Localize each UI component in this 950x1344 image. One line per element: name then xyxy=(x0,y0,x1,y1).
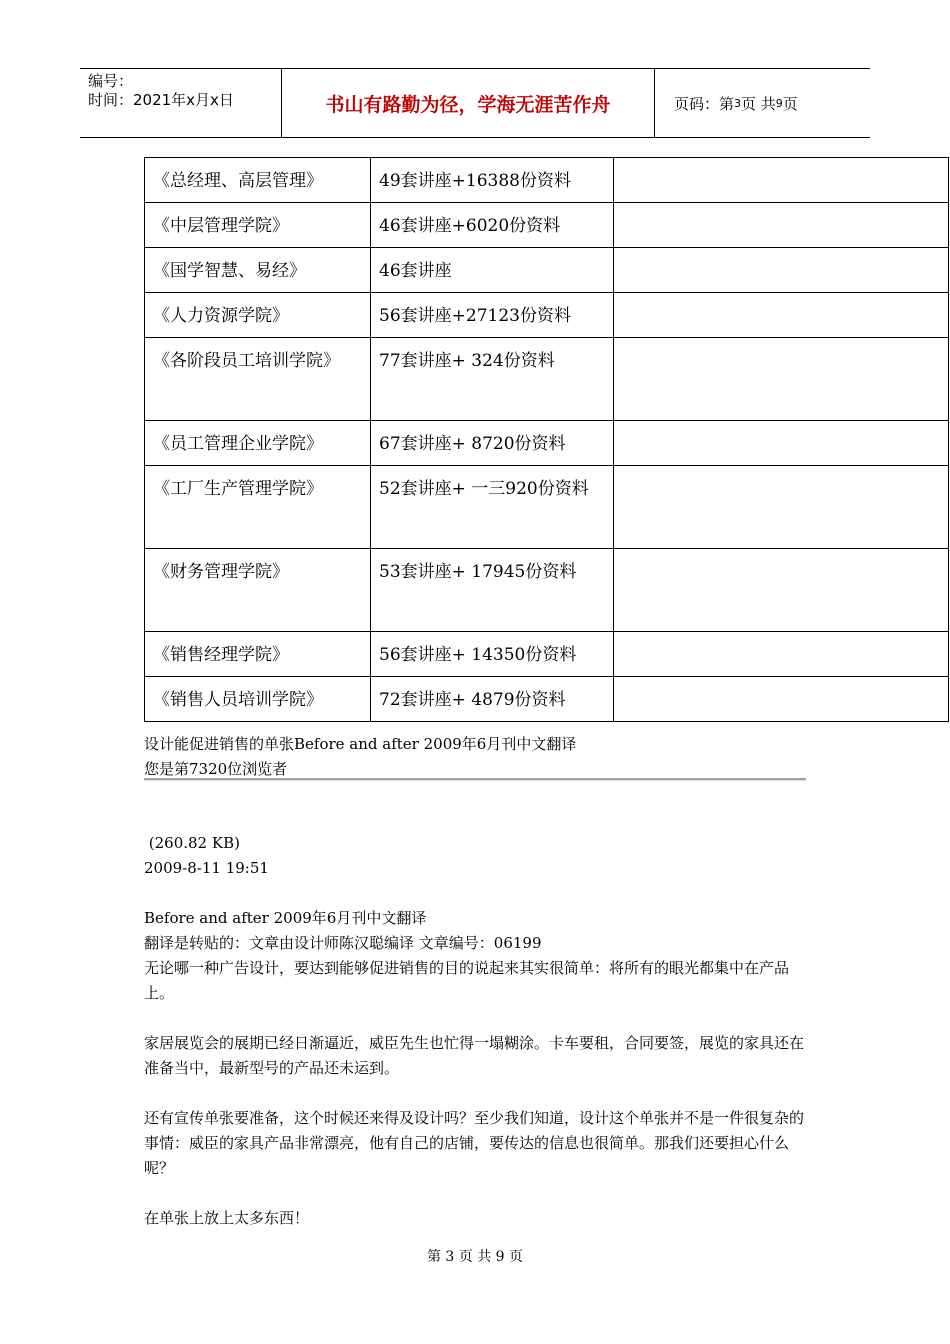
paragraph-2: 家居展览会的展期已经日渐逼近，威臣先生也忙得一塌糊涂。卡车要租，合同要签，展览的家具还在准备当中，最新型号的产品还未运到。 xyxy=(144,1034,805,1077)
course-name-cell: 《销售经理学院》 xyxy=(145,632,371,677)
table-row xyxy=(145,338,949,421)
table-row xyxy=(145,293,949,338)
table-row xyxy=(145,248,949,293)
course-name-cell: 《各阶段员工培训学院》 xyxy=(145,338,371,421)
article-title: 设计能促进销售的单张Before and after 2009年6月刊中文翻译 xyxy=(144,735,577,753)
course-table-body xyxy=(145,158,949,722)
table-row xyxy=(145,421,949,466)
course-note-cell xyxy=(614,203,949,248)
paragraph-1: 无论哪一种广告设计，要达到能够促进销售的目的说起来其实很简单：将所有的眼光都集中在产品上。 xyxy=(144,959,790,1002)
page-number: 3 xyxy=(734,96,742,110)
course-name-cell: 《财务管理学院》 xyxy=(145,549,371,632)
course-name-cell: 《国学智慧、易经》 xyxy=(145,248,371,293)
table-row xyxy=(145,466,949,549)
course-name-cell: 《员工管理企业学院》 xyxy=(145,421,371,466)
course-note-cell xyxy=(614,677,949,722)
article-credit: 翻译是转贴的：文章由设计师陈汉聪编译 文章编号：06199 xyxy=(144,934,542,952)
paragraph-3: 还有宣传单张要准备，这个时候还来得及设计吗？至少我们知道，设计这个单张并不是一件很复杂的事情：威臣的家具产品非常漂亮，他有自己的店铺，要传达的信息也很简单。那我们还要担心什么呢？ xyxy=(144,1109,805,1177)
course-note-cell xyxy=(614,248,949,293)
course-name-cell: 《中层管理学院》 xyxy=(145,203,371,248)
header-page-info xyxy=(664,69,870,137)
course-content-cell: 49套讲座+16388份资料 xyxy=(371,158,614,203)
course-content-cell: 46套讲座+6020份资料 xyxy=(371,203,614,248)
course-note-cell xyxy=(614,338,949,421)
course-name-cell: 《工厂生产管理学院》 xyxy=(145,466,371,549)
header-meta xyxy=(80,69,280,137)
visitor-count: 您是第7320位浏览者 xyxy=(144,760,288,778)
course-name-cell: 《人力资源学院》 xyxy=(145,293,371,338)
serial-label: 编号： xyxy=(88,72,134,90)
course-note-cell xyxy=(614,549,949,632)
page-prefix: 页码：第 xyxy=(674,94,735,113)
course-content-cell: 52套讲座+ 一三920份资料 xyxy=(371,466,614,549)
table-row xyxy=(145,632,949,677)
course-content-cell: 46套讲座 xyxy=(371,248,614,293)
course-table xyxy=(144,157,949,722)
page-mid: 页 共 xyxy=(741,94,776,113)
course-name-cell: 《销售人员培训学院》 xyxy=(145,677,371,722)
header-motto: 书山有路勤为径，学海无涯苦作舟 xyxy=(281,69,655,137)
page-footer: 第 3 页 共 9 页 xyxy=(426,1249,524,1265)
course-name-cell: 《总经理、高层管理》 xyxy=(145,158,371,203)
page-suffix: 页 xyxy=(782,94,798,113)
course-content-cell: 72套讲座+ 4879份资料 xyxy=(371,677,614,722)
file-size: (260.82 KB) xyxy=(144,834,240,852)
table-row xyxy=(145,158,949,203)
course-content-cell: 56套讲座+27123份资料 xyxy=(371,293,614,338)
date-label: 时间：2021年x月x日 xyxy=(88,91,234,109)
course-note-cell xyxy=(614,632,949,677)
course-content-cell: 67套讲座+ 8720份资料 xyxy=(371,421,614,466)
table-row xyxy=(145,677,949,722)
page-total: 9 xyxy=(775,96,783,110)
article-heading: Before and after 2009年6月刊中文翻译 xyxy=(144,909,427,927)
course-note-cell xyxy=(614,466,949,549)
course-note-cell xyxy=(614,293,949,338)
course-content-cell: 77套讲座+ 324份资料 xyxy=(371,338,614,421)
course-note-cell xyxy=(614,158,949,203)
table-row xyxy=(145,203,949,248)
paragraph-4: 在单张上放上太多东西！ xyxy=(144,1209,310,1227)
course-content-cell: 53套讲座+ 17945份资料 xyxy=(371,549,614,632)
page-header xyxy=(80,68,870,138)
post-datetime: 2009-8-11 19:51 xyxy=(144,859,269,877)
course-content-cell: 56套讲座+ 14350份资料 xyxy=(371,632,614,677)
course-note-cell xyxy=(614,421,949,466)
table-row xyxy=(145,549,949,632)
horizontal-divider xyxy=(144,778,806,781)
